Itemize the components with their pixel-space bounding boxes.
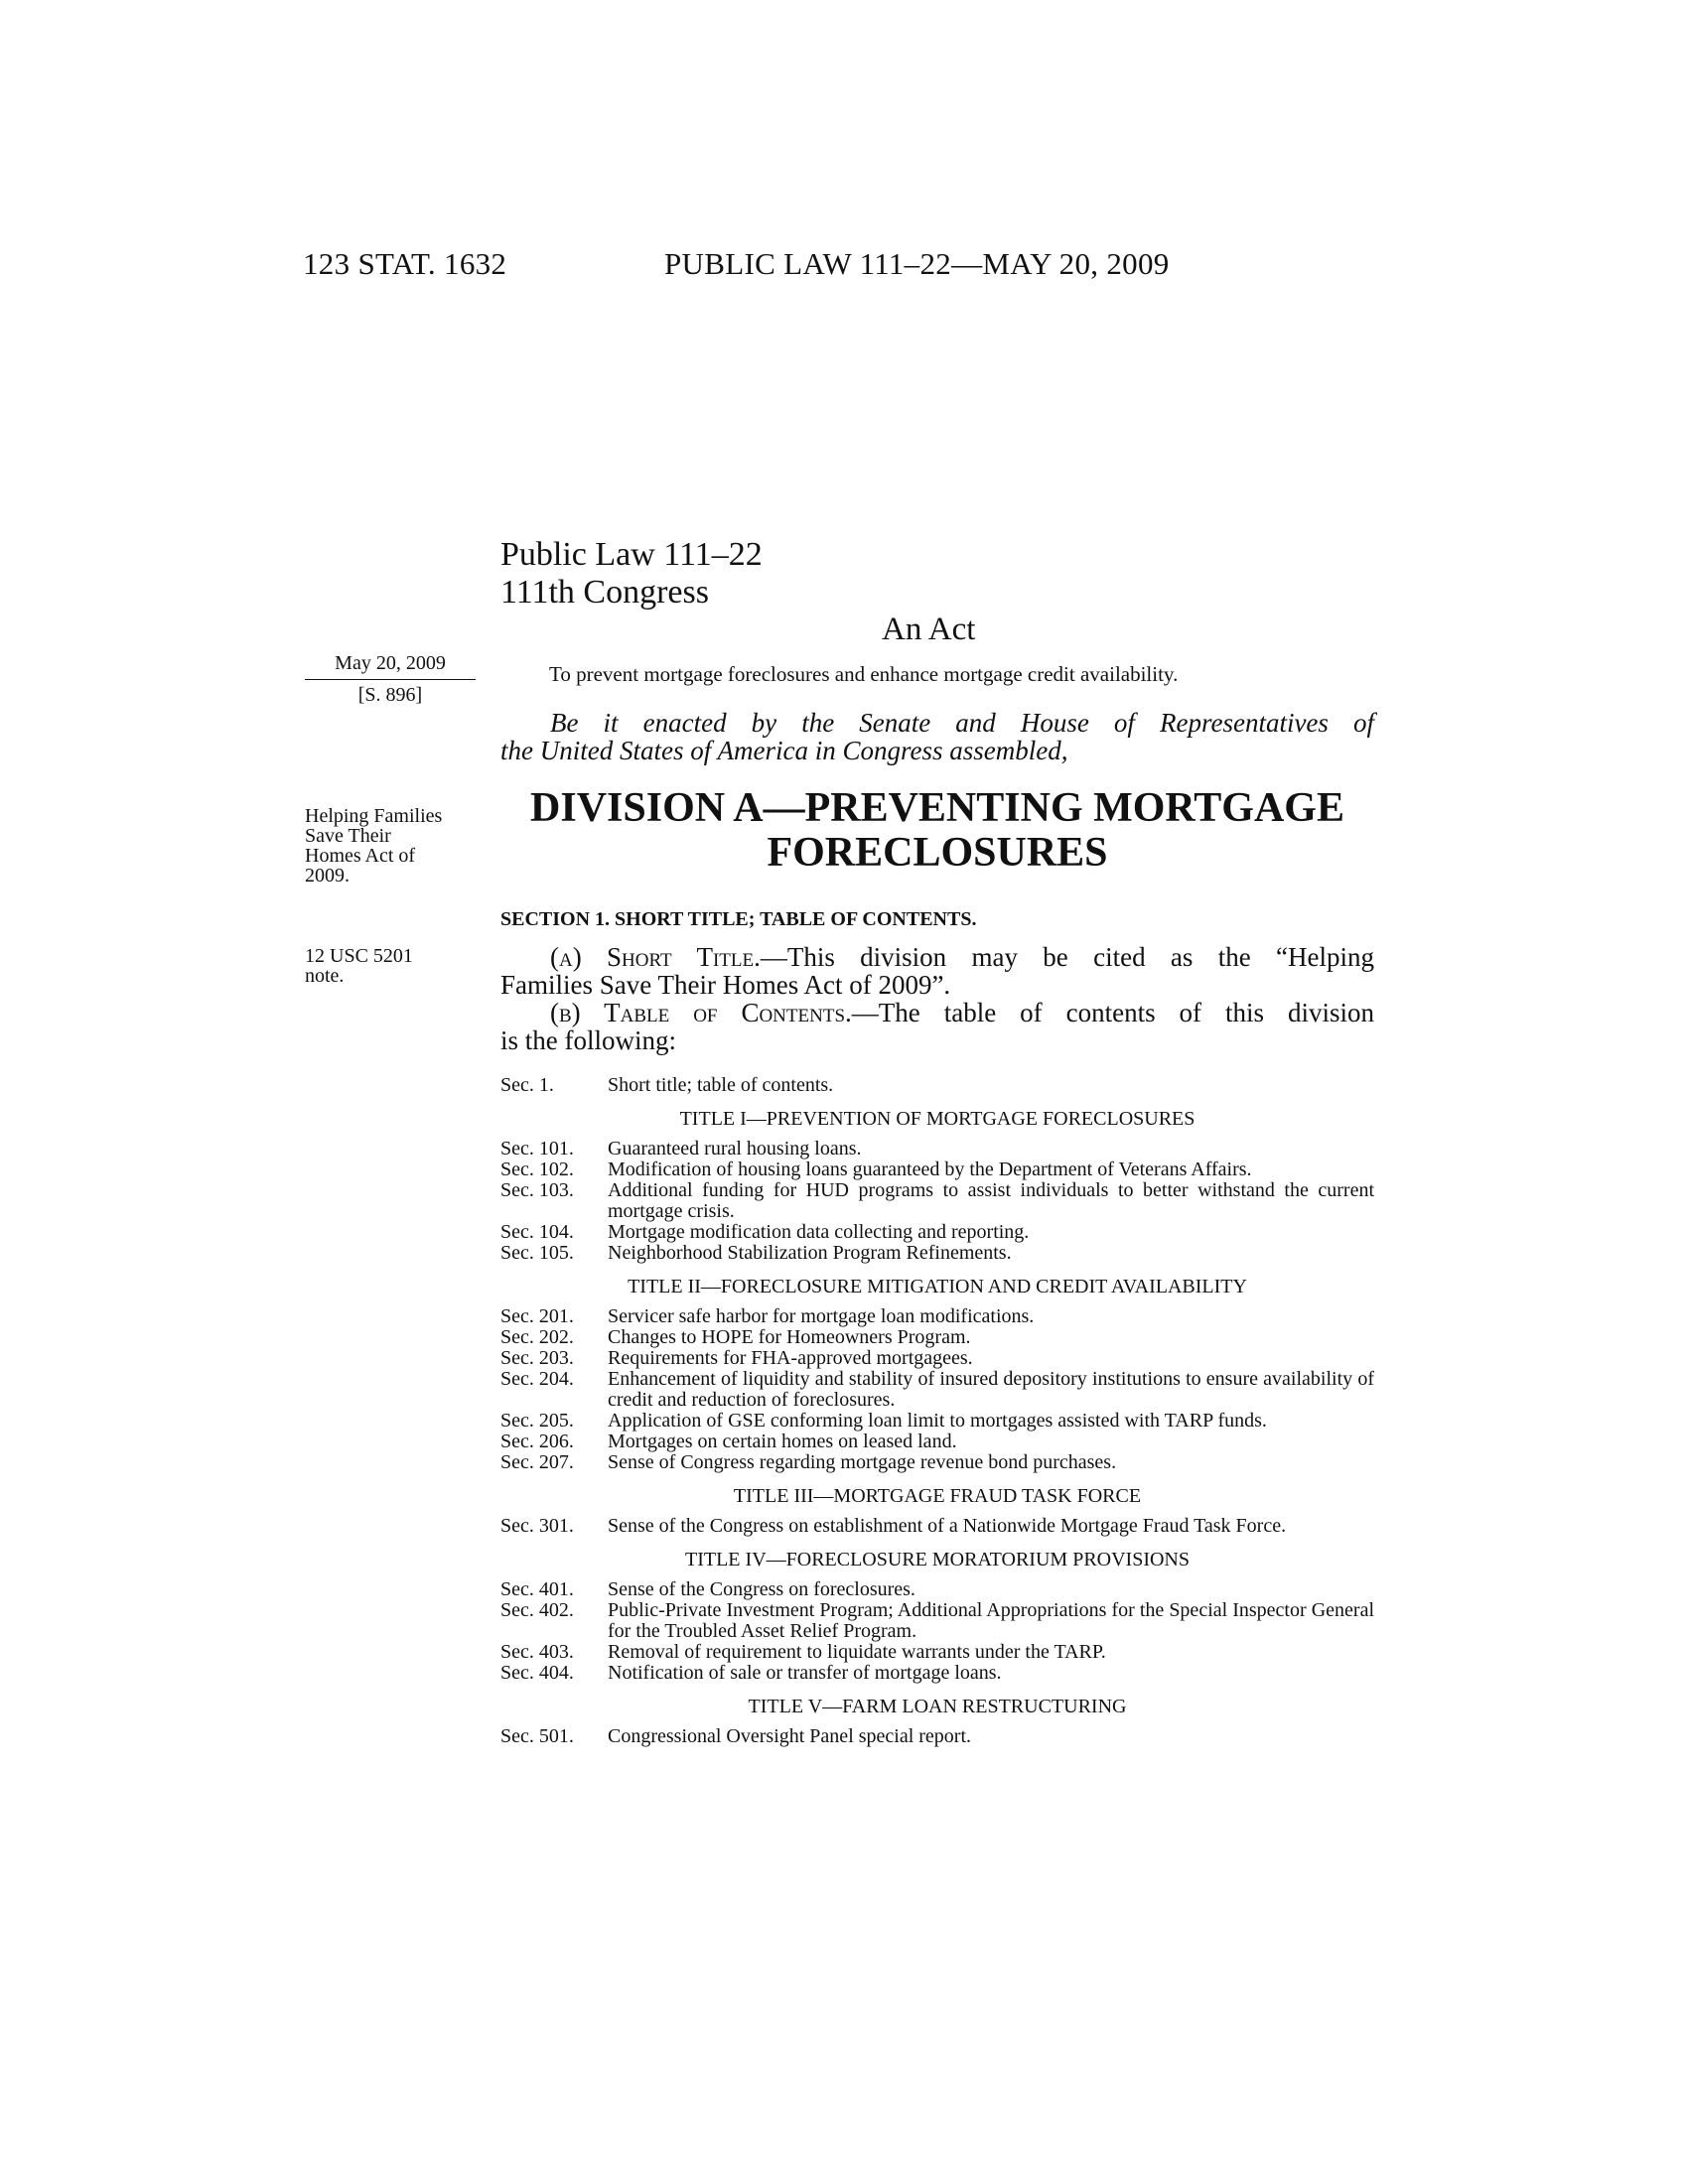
toc-section-title: Servicer safe harbor for mortgage loan modifications. (608, 1305, 1035, 1327)
margin-note-usc (305, 946, 413, 986)
subsection-b-text: —The table of contents of this division (851, 998, 1374, 1027)
subsection-a-line2: Families Save Their Homes Act of 2009”. (500, 970, 951, 1000)
margin-note-line: Save Their (305, 825, 391, 847)
toc-section-number: Sec. 102. (500, 1159, 574, 1180)
toc-section-title: Public-Private Investment Program; Additional Appropriations for the Special Inspector General for the Troubled Asset Relief Program. (608, 1599, 1374, 1642)
enacting-clause-line1: Be it enacted by the Senate and House of Representatives of (550, 708, 1374, 738)
toc-section-title: Requirements for FHA-approved mortgagees. (608, 1347, 973, 1369)
toc-section-number: Sec. 202. (500, 1326, 574, 1348)
toc-section-number: Sec. 1. (500, 1074, 554, 1096)
toc-section-number: Sec. 103. (500, 1179, 574, 1201)
subsection-b-line2: is the following: (500, 1025, 676, 1055)
toc-entry (500, 1348, 1374, 1369)
margin-bill-number: [S. 896] (357, 684, 423, 706)
toc-section-number: Sec. 105. (500, 1242, 574, 1264)
toc-section-title: Changes to HOPE for Homeowners Program. (608, 1326, 971, 1348)
toc-entry (500, 1369, 1374, 1411)
toc-entry (500, 1726, 1374, 1747)
toc-entry (500, 1180, 1374, 1222)
margin-divider (305, 679, 476, 680)
margin-note-short-title (305, 806, 442, 886)
margin-note-line: 12 USC 5201 (305, 945, 413, 967)
toc-entry (500, 1452, 1374, 1473)
toc-section-title: Mortgage modification data collecting and reporting. (608, 1221, 1030, 1243)
toc-entry (500, 1139, 1374, 1160)
toc-section-title: Modification of housing loans guaranteed by the Department of Veterans Affairs. (608, 1159, 1252, 1180)
toc-entry (500, 1411, 1374, 1432)
toc-entry (500, 1160, 1374, 1180)
toc-section-number: Sec. 501. (500, 1725, 574, 1747)
margin-note-line: 2009. (305, 865, 350, 887)
subsection-b-label: (b) Table of Contents. (550, 998, 852, 1027)
subsection-a-text: —This division may be cited as the “Helping (760, 942, 1374, 972)
margin-note-line: Homes Act of (305, 845, 416, 867)
enacting-clause (500, 709, 1374, 764)
an-act-heading: An Act (882, 612, 976, 647)
section-1-body (500, 943, 1374, 1054)
toc-section-title: Removal of requirement to liquidate warrants under the TARP. (608, 1641, 1106, 1663)
section-1-heading: SECTION 1. SHORT TITLE; TABLE OF CONTENTS. (500, 908, 977, 930)
toc-section-number: Sec. 207. (500, 1451, 574, 1473)
toc-entry (500, 1516, 1374, 1537)
toc-section-title: Congressional Oversight Panel special report. (608, 1725, 972, 1747)
table-of-contents (500, 1075, 1374, 1747)
toc-section-title: Mortgages on certain homes on leased land. (608, 1431, 957, 1452)
toc-entry (500, 1432, 1374, 1452)
toc-section-title: Short title; table of contents. (608, 1074, 834, 1096)
toc-entry (500, 1642, 1374, 1663)
toc-section-title: Sense of the Congress on establishment of a Nationwide Mortgage Fraud Task Force. (608, 1515, 1287, 1537)
toc-section-number: Sec. 401. (500, 1578, 574, 1600)
toc-section-number: Sec. 402. (500, 1599, 574, 1621)
act-purpose: To prevent mortgage foreclosures and enhance mortgage credit availability. (549, 662, 1179, 686)
toc-title-heading: TITLE III—MORTGAGE FRAUD TASK FORCE (733, 1485, 1142, 1507)
toc-title-heading: TITLE V—FARM LOAN RESTRUCTURING (748, 1696, 1127, 1717)
division-heading-line2: FORECLOSURES (767, 830, 1108, 876)
margin-date: May 20, 2009 (335, 652, 446, 674)
toc-section-number: Sec. 205. (500, 1410, 574, 1432)
toc-entry (500, 1243, 1374, 1264)
toc-entry (500, 1600, 1374, 1642)
toc-title-heading: TITLE I—PREVENTION OF MORTGAGE FORECLOSURES (679, 1108, 1196, 1130)
toc-entry (500, 1663, 1374, 1684)
toc-section-number: Sec. 404. (500, 1662, 574, 1684)
toc-section-title: Notification of sale or transfer of mortgage loans. (608, 1662, 1002, 1684)
toc-entry (500, 1306, 1374, 1327)
toc-section-number: Sec. 104. (500, 1221, 574, 1243)
toc-section-number: Sec. 403. (500, 1641, 574, 1663)
toc-section-title: Enhancement of liquidity and stability of insured depository institutions to ensure availability of credit and reduction of foreclosures. (608, 1368, 1374, 1411)
page-stat-citation: 123 STAT. 1632 (303, 246, 507, 281)
public-law-number: Public Law 111–22 (500, 536, 763, 573)
toc-entry (500, 1579, 1374, 1600)
division-heading-line1: DIVISION A—PREVENTING MORTGAGE (530, 785, 1344, 831)
subsection-a-line1 (500, 943, 1374, 971)
toc-section-title: Application of GSE conforming loan limit to mortgages assisted with TARP funds. (608, 1410, 1267, 1432)
toc-section-number: Sec. 204. (500, 1368, 574, 1390)
division-heading (500, 786, 1374, 876)
subsection-b-line1 (500, 999, 1374, 1026)
toc-section-title: Additional funding for HUD programs to assist individuals to better withstand the current mortgage crisis. (608, 1179, 1374, 1222)
margin-note-line: Helping Families (305, 805, 443, 827)
toc-entry (500, 1075, 1374, 1096)
toc-section-number: Sec. 101. (500, 1138, 574, 1160)
enacting-clause-line2: the United States of America in Congress assembled, (500, 736, 1068, 765)
toc-section-number: Sec. 301. (500, 1515, 574, 1537)
toc-title-heading: TITLE IV—FORECLOSURE MORATORIUM PROVISIONS (685, 1549, 1190, 1570)
toc-section-title: Sense of Congress regarding mortgage revenue bond purchases. (608, 1451, 1117, 1473)
margin-note-line: note. (305, 965, 345, 987)
toc-title-heading: TITLE II—FORECLOSURE MITIGATION AND CREDIT AVAILABILITY (628, 1276, 1247, 1297)
toc-entry (500, 1327, 1374, 1348)
toc-section-title: Guaranteed rural housing loans. (608, 1138, 862, 1160)
toc-section-title: Neighborhood Stabilization Program Refinements. (608, 1242, 1012, 1264)
toc-section-title: Sense of the Congress on foreclosures. (608, 1578, 915, 1600)
toc-section-number: Sec. 203. (500, 1347, 574, 1369)
subsection-a-label: (a) Short Title. (550, 942, 761, 972)
toc-section-number: Sec. 201. (500, 1305, 574, 1327)
toc-section-number: Sec. 206. (500, 1431, 574, 1452)
page-law-date: PUBLIC LAW 111–22—MAY 20, 2009 (664, 246, 1170, 281)
congress-number: 111th Congress (500, 574, 709, 611)
toc-entry (500, 1222, 1374, 1243)
